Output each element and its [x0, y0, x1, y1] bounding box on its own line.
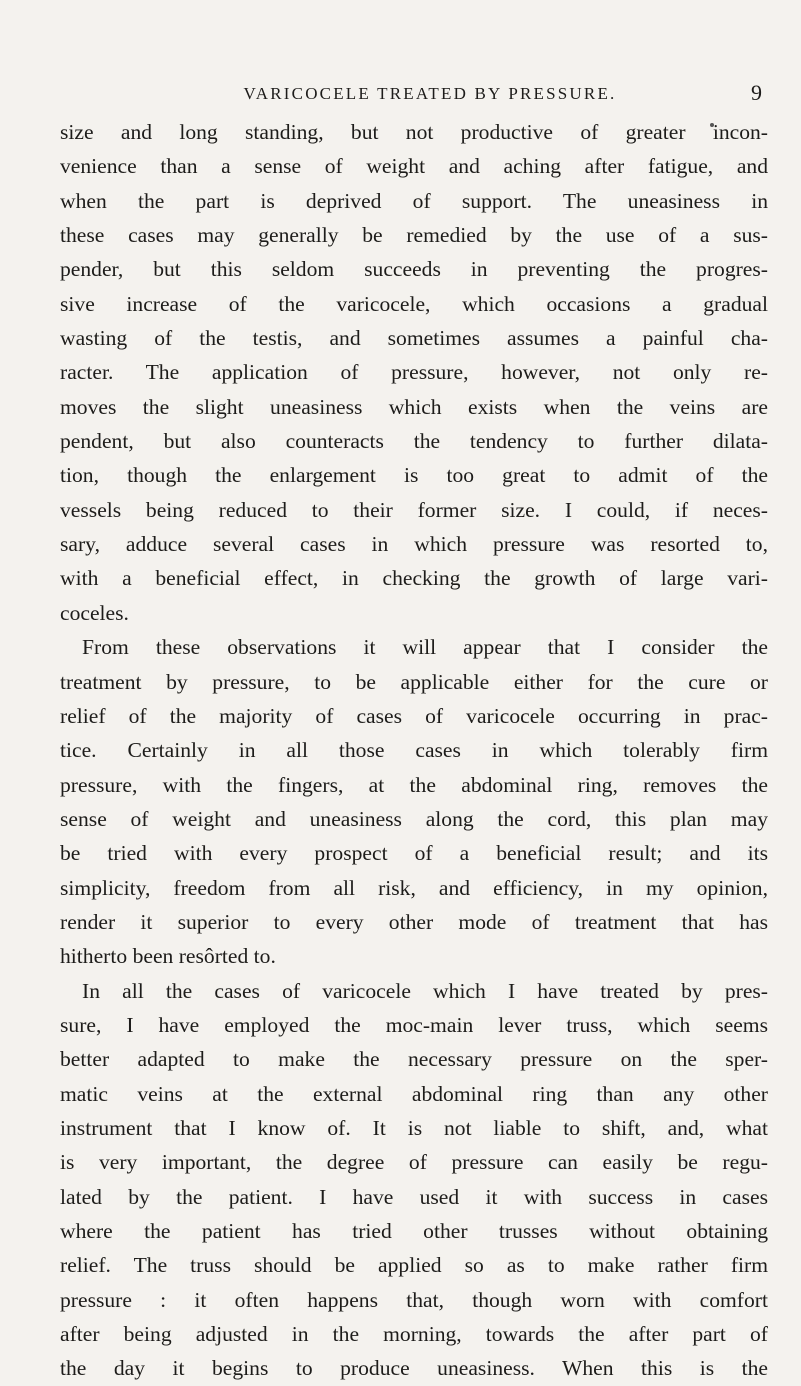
text-line: sive increase of the varicocele, which occasions a gradual: [60, 291, 768, 316]
text-line: render it superior to every other mode of treatment that has: [60, 909, 768, 934]
text-line: matic veins at the external abdominal ring than any other: [60, 1081, 768, 1106]
text-line: pendent, but also counteracts the tendency to further dilata-: [60, 429, 768, 454]
text-line: is very important, the degree of pressure can easily be regu-: [60, 1150, 768, 1175]
text-line: size and long standing, but not productive of greater incon-: [60, 120, 768, 144]
text-line: treatment by pressure, to be applicable either for the cure or: [60, 669, 768, 694]
text-line: after being adjusted in the morning, towards the after part of: [60, 1322, 768, 1347]
body-text: [60, 115, 768, 1386]
text-line: lated by the patient. I have used it with success in cases: [60, 1184, 768, 1209]
text-line: moves the slight uneasiness which exists when the veins are: [60, 394, 768, 419]
text-line: pender, but this seldom succeeds in preventing the progres-: [60, 257, 768, 282]
text-line: relief of the majority of cases of varicocele occurring in prac-: [60, 703, 768, 728]
text-line: From these observations it will appear that I consider the: [82, 635, 768, 660]
text-line: these cases may generally be remedied by the use of a sus-: [60, 223, 768, 248]
text-line: when the part is deprived of support. The uneasiness in: [60, 188, 768, 213]
text-line: with a beneficial effect, in checking the growth of large vari-: [60, 566, 768, 591]
text-line: tion, though the enlargement is too great to admit of the: [60, 463, 768, 488]
text-line: In all the cases of varicocele which I have treated by pres-: [82, 978, 768, 1003]
text-line: coceles.: [60, 600, 129, 625]
text-line: relief. The truss should be applied so as to make rather firm: [60, 1253, 768, 1278]
text-line: sary, adduce several cases in which pressure was resorted to,: [60, 532, 768, 557]
text-line: simplicity, freedom from all risk, and efficiency, in my opinion,: [60, 875, 768, 900]
text-line: better adapted to make the necessary pressure on the sper-: [60, 1047, 768, 1072]
running-head: VARICOCELE TREATED BY PRESSURE.: [243, 84, 617, 103]
text-line: racter. The application of pressure, however, not only re-: [60, 360, 768, 385]
text-line: wasting of the testis, and sometimes assumes a painful cha-: [60, 326, 768, 351]
text-line: the day it begins to produce uneasiness. When this is the: [60, 1356, 768, 1381]
text-line: where the patient has tried other trusses without obtaining: [60, 1219, 768, 1243]
text-line: hitherto been resôrted to.: [60, 944, 276, 969]
text-line: pressure, with the fingers, at the abdominal ring, removes the: [60, 772, 768, 797]
text-line: pressure : it often happens that, though worn with comfort: [60, 1287, 768, 1312]
text-line: vessels being reduced to their former size. I could, if neces-: [60, 497, 768, 522]
text-line: sure, I have employed the moc-main lever truss, which seems: [60, 1012, 768, 1037]
text-line: sense of weight and uneasiness along the cord, this plan may: [60, 806, 768, 831]
page-header: [60, 81, 760, 107]
text-line: venience than a sense of weight and aching after fatigue, and: [60, 154, 768, 179]
text-line: instrument that I know of. It is not liable to shift, and, what: [60, 1115, 768, 1140]
text-line: be tried with every prospect of a beneficial result; and its: [60, 841, 768, 866]
page-number: 9: [751, 80, 762, 105]
text-line: tice. Certainly in all those cases in which tolerably firm: [60, 738, 768, 763]
